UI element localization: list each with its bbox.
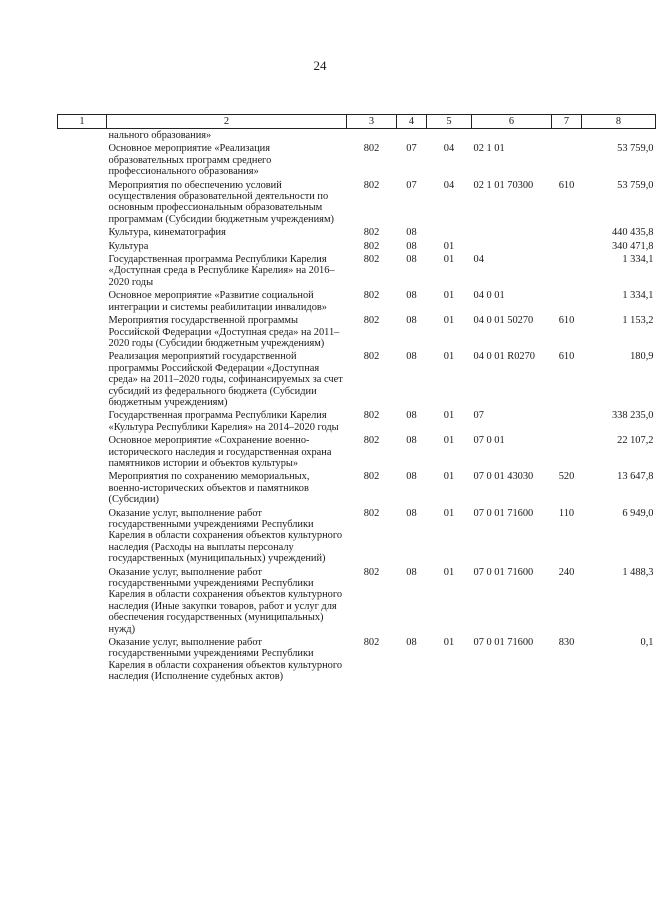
table-row	[58, 289, 656, 314]
row-section-code: 08	[406, 435, 417, 447]
table-row	[58, 129, 656, 143]
row-subsection-code: 01	[443, 351, 455, 363]
row-amount: 6 949,0	[622, 507, 654, 519]
row-expense-type	[552, 129, 582, 143]
table-row	[58, 507, 656, 566]
row-amount: 340 471,8	[611, 240, 654, 252]
row-name: Мероприятия по обеспечению условий осуществления образовательной деятельности по основным профессиональным образовательным программам (Субсидии бюджетным учреждениям)	[108, 179, 334, 225]
row-target-code: 07 0 01 71600	[473, 566, 534, 578]
row-ministry-code: 802	[363, 227, 380, 239]
row-name: Основное мероприятие «Развитие социальной интеграции и системы реабилитации инвалидов»	[108, 290, 327, 313]
row-name: Государственная программа Республики Карелия «Доступная среда в Республике Карелия» на 2016–2020 годы	[108, 254, 335, 288]
row-name: Культура, кинематография	[108, 227, 226, 239]
row-subsection-code	[427, 226, 472, 239]
row-amount	[582, 129, 656, 143]
row-target-code: 07	[473, 410, 484, 422]
row-expense-type	[552, 142, 582, 178]
row-expense-type: 610	[558, 179, 575, 191]
row-subsection-code: 01	[443, 435, 455, 447]
header-col-6: 6	[472, 115, 552, 129]
row-index-cell	[58, 409, 107, 434]
row-target-code	[472, 240, 552, 253]
row-section-code: 08	[406, 227, 417, 239]
row-target-code: 04	[473, 254, 484, 266]
row-section-code: 08	[406, 637, 417, 649]
row-target-code: 07 0 01 43030	[473, 471, 534, 483]
row-target-code: 02 1 01 70300	[473, 179, 534, 191]
row-amount: 13 647,8	[617, 471, 654, 483]
row-target-code: 04 0 01	[473, 290, 505, 302]
row-subsection-code: 01	[443, 240, 455, 252]
row-subsection-code: 01	[443, 471, 455, 483]
row-target-code	[472, 226, 552, 239]
row-expense-type	[552, 226, 582, 239]
row-subsection-code: 01	[443, 315, 455, 327]
row-index-cell	[58, 507, 107, 566]
table-header-row	[58, 115, 656, 129]
table-row	[58, 240, 656, 253]
row-section-code: 07	[406, 143, 417, 155]
row-amount: 1 153,2	[622, 315, 654, 327]
table-row	[58, 350, 656, 409]
row-amount: 53 759,0	[617, 143, 654, 155]
row-section-code: 08	[406, 351, 417, 363]
table-row	[58, 434, 656, 470]
row-target-code: 07 0 01	[473, 435, 505, 447]
row-expense-type: 520	[558, 471, 575, 483]
row-subsection-code: 01	[443, 507, 455, 519]
row-amount: 1 334,1	[622, 290, 654, 302]
row-subsection-code: 04	[443, 179, 455, 191]
page-number: 24	[313, 58, 327, 73]
row-name: Оказание услуг, выполнение работ государственными учреждениями Республики Карелия в области сохранения объектов культурного наследия (Иные закупки товаров, работ и услуг для обеспечения государственных (муниципальных) нужд)	[108, 566, 343, 635]
table-row	[58, 179, 656, 227]
row-ministry-code: 802	[363, 143, 380, 155]
row-ministry-code: 802	[363, 435, 380, 447]
table-row	[58, 226, 656, 239]
row-index-cell	[58, 434, 107, 470]
row-amount: 1 334,1	[622, 254, 654, 266]
row-index-cell	[58, 142, 107, 178]
row-expense-type	[552, 289, 582, 314]
row-index-cell	[58, 470, 107, 506]
row-index-cell	[58, 350, 107, 409]
row-amount: 0,1	[640, 637, 654, 649]
header-col-7: 7	[552, 115, 582, 129]
row-ministry-code: 802	[363, 351, 380, 363]
row-index-cell	[58, 289, 107, 314]
row-index-cell	[58, 240, 107, 253]
row-target-code: 04 0 01 50270	[473, 315, 534, 327]
row-subsection-code: 01	[443, 637, 455, 649]
row-ministry-code: 802	[363, 315, 380, 327]
row-expense-type: 110	[558, 507, 575, 519]
table-row	[58, 409, 656, 434]
row-target-code	[472, 129, 552, 143]
row-name: Государственная программа Республики Карелия «Культура Республики Карелия» на 2014–2020 годы	[108, 410, 339, 433]
row-index-cell	[58, 129, 107, 143]
row-target-code: 07 0 01 71600	[473, 637, 534, 649]
row-section-code: 08	[406, 290, 417, 302]
row-name: нального образования»	[108, 130, 212, 141]
row-subsection-code: 01	[443, 254, 455, 266]
table-row	[58, 636, 656, 684]
row-name: Культура	[108, 240, 149, 252]
row-target-code: 07 0 01 71600	[473, 507, 534, 519]
row-expense-type: 610	[558, 351, 575, 363]
row-name: Оказание услуг, выполнение работ государственными учреждениями Республики Карелия в области сохранения объектов культурного наследия (Расходы на выплаты персоналу государственных (муниципальных) учреждений)	[108, 507, 343, 565]
table-row	[58, 314, 656, 350]
table-row	[58, 253, 656, 289]
row-name: Основное мероприятие «Реализация образовательных программ среднего профессионального образования»	[108, 143, 272, 178]
row-name: Основное мероприятие «Сохранение военно-исторического наследия и государственная охрана памятников истории и объектов культуры»	[108, 435, 332, 469]
row-amount: 180,9	[630, 351, 654, 363]
table-row	[58, 470, 656, 506]
row-ministry-code: 802	[363, 507, 380, 519]
row-target-code: 04 0 01 R0270	[473, 351, 535, 363]
row-index-cell	[58, 566, 107, 636]
row-section-code: 07	[406, 179, 417, 191]
row-index-cell	[58, 253, 107, 289]
row-amount: 22 107,2	[617, 435, 654, 447]
row-ministry-code	[347, 129, 397, 143]
row-subsection-code: 04	[443, 143, 455, 155]
row-index-cell	[58, 636, 107, 684]
row-section-code: 08	[406, 566, 417, 578]
row-expense-type: 830	[558, 637, 575, 649]
row-ministry-code: 802	[363, 179, 380, 191]
row-section-code: 08	[406, 471, 417, 483]
row-amount: 338 235,0	[611, 410, 654, 422]
row-subsection-code: 01	[443, 410, 455, 422]
row-amount: 440 435,8	[611, 227, 654, 239]
table-row	[58, 142, 656, 178]
row-subsection-code: 01	[443, 566, 455, 578]
header-col-2: 2	[107, 115, 347, 129]
row-expense-type	[552, 253, 582, 289]
budget-table	[57, 114, 656, 684]
row-expense-type: 610	[558, 315, 575, 327]
table-row	[58, 566, 656, 636]
row-name: Оказание услуг, выполнение работ государственными учреждениями Республики Карелия в области сохранения объектов культурного наследия (Исполнение судебных актов)	[108, 637, 343, 683]
row-ministry-code: 802	[363, 254, 380, 266]
row-ministry-code: 802	[363, 637, 380, 649]
row-subsection-code	[427, 129, 472, 143]
row-section-code: 08	[406, 507, 417, 519]
header-col-8: 8	[582, 115, 656, 129]
row-expense-type: 240	[558, 566, 575, 578]
header-col-3: 3	[347, 115, 397, 129]
row-ministry-code: 802	[363, 240, 380, 252]
row-name: Мероприятия по сохранению мемориальных, военно-исторических объектов и памятников (Субсидии)	[108, 471, 310, 506]
row-ministry-code: 802	[363, 566, 380, 578]
row-target-code: 02 1 01	[473, 143, 505, 155]
row-index-cell	[58, 226, 107, 239]
row-ministry-code: 802	[363, 410, 380, 422]
header-col-1: 1	[58, 115, 107, 129]
row-name: Мероприятия государственной программы Российской Федерации «Доступная среда» на 2011–2020 годы (Субсидии бюджетным учреждениям)	[108, 315, 340, 349]
header-col-4: 4	[397, 115, 427, 129]
row-index-cell	[58, 179, 107, 227]
row-section-code: 08	[406, 254, 417, 266]
row-index-cell	[58, 314, 107, 350]
row-expense-type	[552, 434, 582, 470]
row-amount: 1 488,3	[622, 566, 654, 578]
row-section-code: 08	[406, 315, 417, 327]
row-amount: 53 759,0	[617, 179, 654, 191]
row-section-code	[397, 129, 427, 143]
row-name: Реализация мероприятий государственной программы Российской Федерации «Доступная среда» на 2011–2020 годы, софинансируемых за счет субсидий из федерального бюджета (Субсидии бюджетным учреждениям)	[108, 351, 343, 408]
row-expense-type	[552, 240, 582, 253]
row-ministry-code: 802	[363, 290, 380, 302]
row-section-code: 08	[406, 410, 417, 422]
header-col-5: 5	[427, 115, 472, 129]
row-subsection-code: 01	[443, 290, 455, 302]
row-expense-type	[552, 409, 582, 434]
row-ministry-code: 802	[363, 471, 380, 483]
row-section-code: 08	[406, 240, 417, 252]
